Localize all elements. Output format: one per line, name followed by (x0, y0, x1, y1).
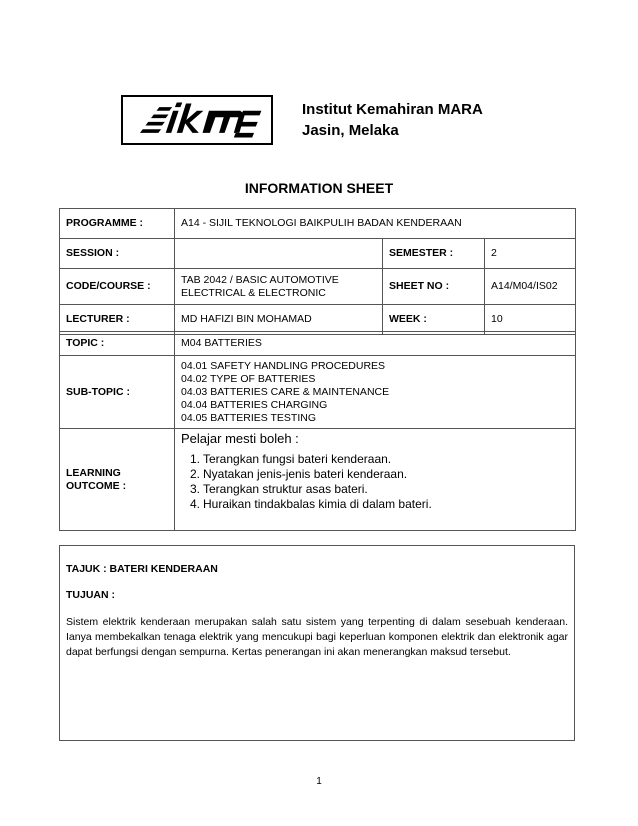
tujuan-heading: TUJUAN : (66, 589, 115, 601)
learning-outcome-text: Huraikan tindakbalas kimia di dalam bateri. (203, 497, 432, 511)
ikm-logo (121, 95, 273, 145)
subtopic-item: 04.05 BATTERIES TESTING (181, 411, 316, 424)
page-number: 1 (316, 776, 322, 787)
learning-outcome-label-line2: OUTCOME : (66, 479, 127, 492)
learning-outcome-item (181, 482, 569, 497)
subtopic-label: SUB-TOPIC : (60, 356, 175, 429)
content-box (59, 545, 575, 741)
learning-outcome-text: Nyatakan jenis-jenis bateri kenderaan. (203, 467, 408, 481)
lecturer-label: LECTURER : (60, 305, 175, 335)
tajuk-heading: TAJUK : BATERI KENDERAAN (66, 563, 218, 575)
session-label: SESSION : (60, 239, 175, 269)
learning-outcome-intro: Pelajar mesti boleh : (181, 431, 299, 446)
code-value-line2: ELECTRICAL & ELECTRONIC (181, 286, 326, 299)
week-value: 10 (485, 305, 576, 335)
code-row (60, 269, 576, 305)
learning-outcome-number: 4. (190, 497, 201, 511)
learning-outcome-item (181, 452, 569, 467)
week-label: WEEK : (383, 305, 485, 335)
subtopic-item: 04.04 BATTERIES CHARGING (181, 398, 328, 411)
learning-outcome-label (60, 429, 175, 531)
session-row (60, 239, 576, 269)
subtopic-item: 04.02 TYPE OF BATTERIES (181, 372, 316, 385)
learning-outcome-content (175, 429, 576, 531)
programme-value: A14 - SIJIL TEKNOLOGI BAIKPULIH BADAN KENDERAAN (175, 209, 576, 239)
sheet-title: INFORMATION SHEET (244, 180, 394, 196)
institute-location: Jasin, Melaka (302, 122, 399, 139)
session-value (175, 239, 383, 269)
subtopic-item: 04.03 BATTERIES CARE & MAINTENANCE (181, 385, 390, 398)
semester-label: SEMESTER : (383, 239, 485, 269)
learning-outcome-item (181, 467, 569, 482)
learning-outcome-label-line1: LEARNING (66, 466, 121, 479)
sheet-no-value: A14/M04/IS02 (485, 269, 576, 305)
lecturer-row (60, 305, 576, 335)
tujuan-paragraph: Sistem elektrik kenderaan merupakan salah satu sistem yang terpenting di dalam sesebuah kenderaan. Ianya membekalkan tenaga elektrik yang mencukupi bagi keperluan komponen elektrik dan elektronik agar dapat berfungsi dengan sempurna. Kertas penerangan ini akan menerangkan maksud tersebut. (66, 616, 568, 658)
code-value (175, 269, 383, 305)
ikm-logo-graphic (123, 97, 271, 143)
lecturer-value: MD HAFIZI BIN MOHAMAD (175, 305, 383, 335)
topic-table (59, 331, 576, 531)
topic-label: TOPIC : (60, 332, 175, 356)
subtopic-item: 04.01 SAFETY HANDLING PROCEDURES (181, 359, 386, 372)
learning-outcome-number: 3. (190, 482, 201, 496)
code-label: CODE/COURSE : (60, 269, 175, 305)
info-table (59, 208, 576, 335)
learning-outcome-list (181, 452, 569, 512)
programme-row (60, 209, 576, 239)
learning-outcome-number: 1. (190, 452, 201, 466)
learning-outcome-number: 2. (190, 467, 201, 481)
code-value-line1: TAB 2042 / BASIC AUTOMOTIVE (181, 273, 339, 286)
learning-outcome-row (60, 429, 576, 531)
semester-value: 2 (485, 239, 576, 269)
topic-row (60, 332, 576, 356)
topic-value: M04 BATTERIES (175, 332, 576, 356)
sheet-no-label: SHEET NO : (383, 269, 485, 305)
learning-outcome-text: Terangkan fungsi bateri kenderaan. (203, 452, 392, 466)
subtopic-list (175, 356, 576, 429)
programme-label: PROGRAMME : (60, 209, 175, 239)
institute-name: Institut Kemahiran MARA (302, 101, 483, 118)
learning-outcome-text: Terangkan struktur asas bateri. (203, 482, 368, 496)
subtopic-row (60, 356, 576, 429)
learning-outcome-item (181, 497, 569, 512)
institute-heading (302, 99, 483, 141)
